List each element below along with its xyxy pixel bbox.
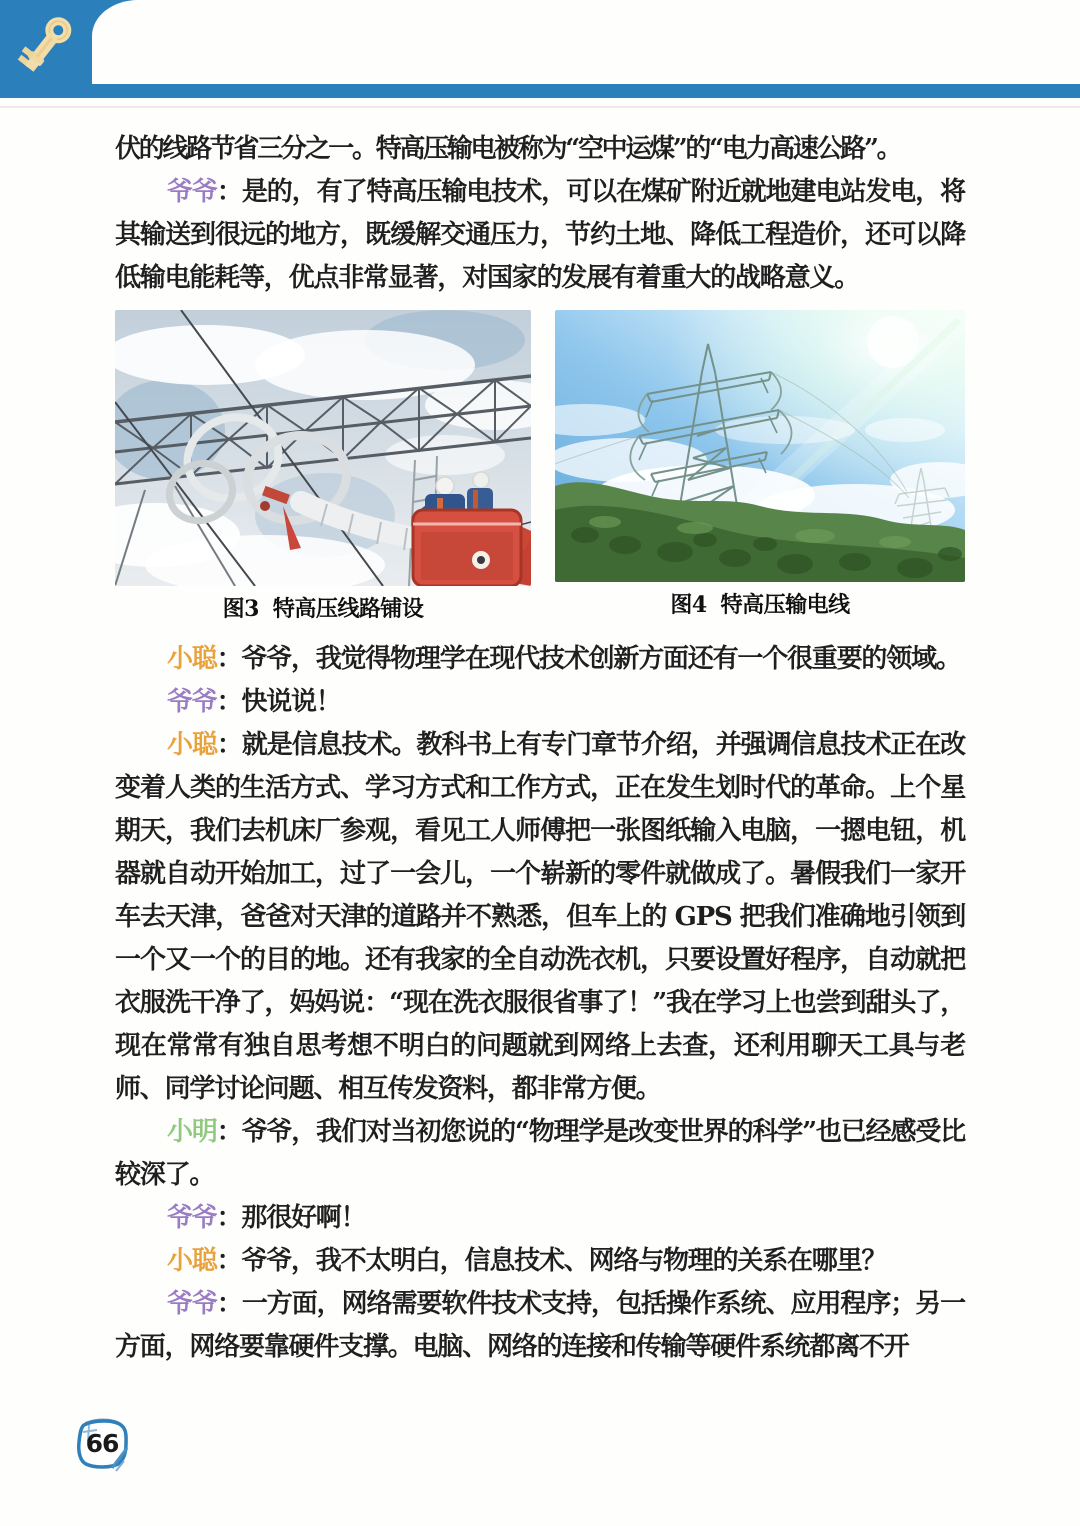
speaker-label-grandpa: 爷爷 bbox=[167, 177, 217, 207]
figure-3 bbox=[115, 310, 531, 622]
dialogue-paragraph: 小聪：就是信息技术。教科书上有专门章节介绍，并强调信息技术正在改变着人类的生活方式、学习方式和工作方式，正在发生划时代的革命。上个星期天，我们去机床厂参观，看见工人师傅把一张图纸输入电脑，一摁电钮，机器就自动开始加工，过了一会儿，一个崭新的零件就做成了。暑假我们一家开车去天津，爸爸对天津的道路并不熟悉，但车上的 GPS 把我们准确地引领到一个又一个的目的地。还有我家的全自动洗衣机，只要设置好程序，自动就把衣服洗干净了，妈妈说：“现在洗衣服很省事了！”我在学习上也尝到甜头了，现在常常有独自思考想不明白的问题就到网络上去查，还利用聊天工具与老师、同学讨论问题、相互传发资料，都非常方便。 bbox=[115, 730, 965, 1104]
dialogue-paragraph: 爷爷：一方面，网络需要软件技术支持，包括操作系统、应用程序；另一方面，网络要靠硬件支撑。电脑、网络的连接和传输等硬件系统都离不开 bbox=[115, 1289, 965, 1362]
dialogue-paragraph: 爷爷：那很好啊！ bbox=[167, 1203, 366, 1233]
speaker-label-grandpa: 爷爷 bbox=[167, 1289, 217, 1319]
body-paragraph: 伏的线路节省三分之一。特高压输电被称为“空中运煤”的“电力高速公路”。 bbox=[115, 134, 901, 164]
speaker-label-xiaocong: 小聪 bbox=[167, 644, 217, 674]
figure-4-title: 特高压输电线 bbox=[720, 592, 850, 618]
page-content bbox=[115, 128, 965, 1369]
speaker-label-grandpa: 爷爷 bbox=[167, 687, 217, 717]
uhv-line-construction-photo bbox=[115, 310, 531, 586]
page-number: 66 bbox=[85, 1429, 119, 1458]
figure-3-title: 特高压线路铺设 bbox=[272, 596, 424, 622]
figure-4-label: 图4 bbox=[670, 592, 707, 618]
speaker-label-xiaocong: 小聪 bbox=[167, 1246, 217, 1276]
dialogue-paragraph: 小聪：爷爷，我不太明白，信息技术、网络与物理的关系在哪里？ bbox=[167, 1246, 887, 1276]
page-number-badge bbox=[70, 1416, 134, 1474]
figure-row bbox=[115, 310, 965, 622]
speaker-label-xiaoming: 小明 bbox=[167, 1117, 217, 1147]
paragraphs-after-figures bbox=[115, 638, 965, 1369]
figure-3-label: 图3 bbox=[222, 596, 259, 622]
figure-4 bbox=[555, 310, 965, 618]
dialogue-paragraph: 爷爷：快说说！ bbox=[167, 687, 341, 717]
paragraphs-before-figures bbox=[115, 128, 965, 300]
dialogue-paragraph: 小聪：爷爷，我觉得物理学在现代技术创新方面还有一个很重要的领域。 bbox=[167, 644, 961, 674]
crane-basket bbox=[413, 510, 531, 586]
dialogue-paragraph: 爷爷：是的，有了特高压输电技术，可以在煤矿附近就地建电站发电，将其输送到很远的地方，既缓解交通压力，节约土地、降低工程造价，还可以降低输电能耗等，优点非常显著，对国家的发展有着重大的战略意义。 bbox=[115, 177, 965, 293]
header-divider bbox=[0, 106, 1080, 108]
key-icon bbox=[10, 12, 82, 88]
header-white-panel bbox=[92, 0, 1080, 84]
uhv-transmission-lines-photo bbox=[555, 310, 965, 582]
figure-4-caption bbox=[555, 592, 965, 618]
speaker-label-grandpa: 爷爷 bbox=[167, 1203, 217, 1233]
dialogue-paragraph: 小明：爷爷，我们对当初您说的“物理学是改变世界的科学”也已经感受比较深了。 bbox=[115, 1117, 965, 1190]
page-header bbox=[0, 0, 1080, 98]
speaker-label-xiaocong: 小聪 bbox=[167, 730, 217, 760]
figure-3-caption bbox=[115, 596, 531, 622]
